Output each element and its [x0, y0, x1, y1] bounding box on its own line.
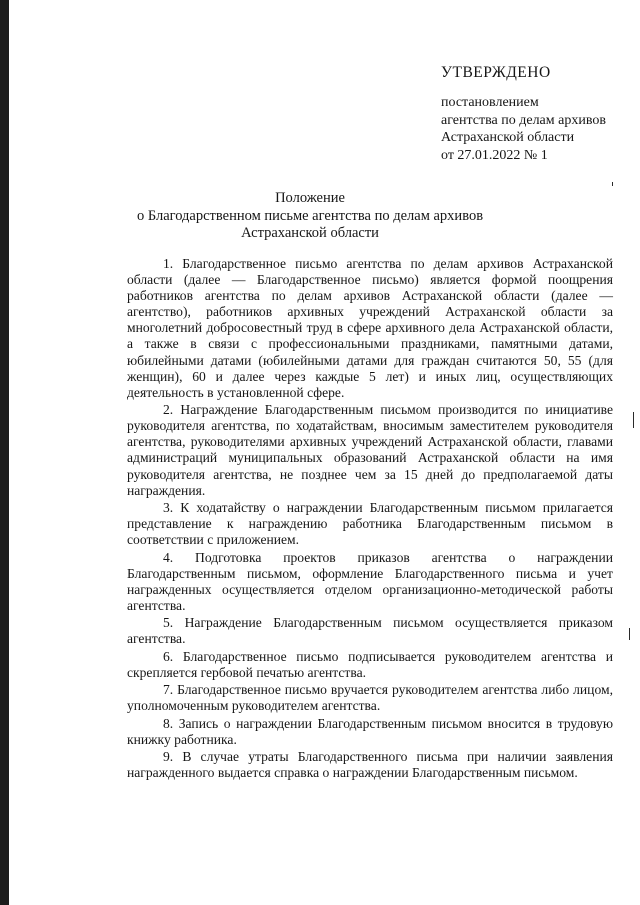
paragraph: 1. Благодарственное письмо агентства по делам архивов Астраханской области (далее — Благодарственное письмо) является формой поощрения работников агентства по делам архивов Астраханской области (далее — агентство), работников архивных учреждений Астраханской области за многолетний добросовестный труд в сфере архивного дела Астраханской области, а также в связи с профессиональными праздниками, памятными датами, юбилейными датами (юбилейными датами для граждан считаются 50, 55 (для женщин), 60 и далее через каждые 5 лет) и иных лиц, осуществляющих деятельность в установленной сфере.	[127, 256, 613, 400]
approval-title: УТВЕРЖДЕНО	[441, 64, 551, 81]
scan-left-edge	[0, 0, 9, 905]
scan-mark	[612, 182, 613, 186]
scan-mark	[629, 628, 630, 640]
scan-mark	[633, 412, 634, 428]
approval-line: от 27.01.2022 № 1	[441, 147, 548, 163]
paragraph: 5. Награждение Благодарственным письмом осуществляется приказом агентства.	[127, 615, 613, 647]
heading-line: о Благодарственном письме агентства по делам архивов	[136, 207, 484, 224]
paragraph: 7. Благодарственное письмо вручается руководителем агентства либо лицом, уполномоченным руководителем агентства.	[127, 682, 613, 714]
approval-line: постановлением	[441, 95, 539, 110]
paragraph: 2. Награждение Благодарственным письмом производится по инициативе руководителя агентства, по ходатайствам, вносимым заместителем руководителя агентства, руководителями архивных учреждений Астраханской области, главами администраций муниципальных образований Астраханской области на имя руководителя агентства, не позднее чем за 15 дней до предполагаемой даты награждения.	[127, 402, 613, 498]
paragraph: 3. К ходатайству о награждении Благодарственным письмом прилагается представление к награждению работника Благодарственным письмом в соответствии с приложением.	[127, 500, 613, 548]
approval-stamp	[441, 64, 631, 164]
paragraph: 4. Подготовка проектов приказов агентства о награждении Благодарственным письмом, оформление Благодарственного письма и учет награжденных осуществляется отделом организационно-методической работы агентства.	[127, 549, 613, 613]
heading-line: Положение	[275, 190, 345, 206]
approval-line: Астраханской области	[441, 130, 575, 145]
document-heading	[120, 190, 500, 243]
heading-line: Астраханской области	[241, 225, 379, 241]
document-body	[127, 256, 613, 783]
paragraph: 9. В случае утраты Благодарственного письма при наличии заявления награжденного выдается справка о награждении Благодарственным письмом.	[127, 749, 613, 781]
approval-line: агентства по делам архивов	[441, 112, 606, 128]
paragraph: 8. Запись о награждении Благодарственным письмом вносится в трудовую книжку работника.	[127, 715, 613, 747]
paragraph: 6. Благодарственное письмо подписывается руководителем агентства и скрепляется гербовой печатью агентства.	[127, 648, 613, 680]
